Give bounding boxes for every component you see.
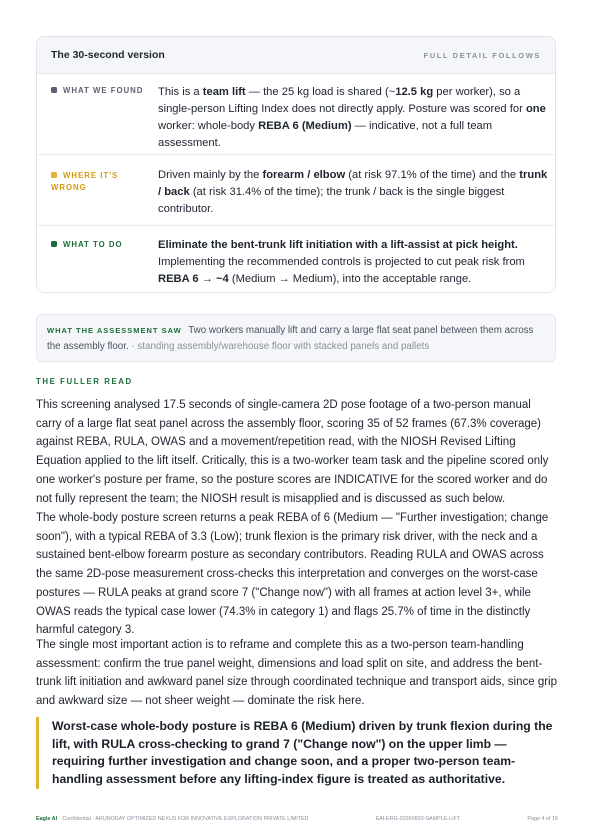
emphasis-text: trunk / back — [158, 169, 548, 198]
paragraph: The whole-body posture screen returns a peak REBA of 6 (Medium — "Further investigation; change soon"), with a typical REBA of 3.3 (Low); trunk flexion is the primary risk driver, with the neck and a sustained bent-elbow forearm posture as secondary contributors. Reading RULA and OWAS across the same 2D-pose measurement cross-checks this interpretation and converges on the worst-case postures — RULA peaks at grand score 7 ("Change now") with all frames at action level 3+, while OWAS reads the typical case lower (74.3% in category 1) and flags 25.7% of time in the distinctly harmful category 3. — [36, 512, 549, 637]
assessment-box — [36, 314, 556, 362]
body-text: per worker), so a single-person Lifting Index does not directly apply. Posture was scored for — [158, 86, 526, 115]
footer-doc-id: EAI-ERG-20260820-SAMPLE-LIFT — [375, 816, 461, 822]
body-text: Implementing the recommended controls is projected to cut peak risk from — [158, 256, 525, 268]
square-bullet-icon — [51, 87, 57, 93]
emphasis-text: 12.5 kg — [395, 86, 434, 98]
divider — [37, 154, 555, 155]
body-text: (Medium → Medium), into the acceptable range. — [228, 273, 472, 285]
square-bullet-icon — [51, 241, 57, 247]
key-finding-callout: Worst-case whole-body posture is REBA 6 (Medium) driven by trunk flexion during the lift, with RULA cross-checking to grand 7 ("Change now") on the upper limb — requiring further investigation and change soon, and a proper two-person team-handling assessment before any lifting-index figure is treated as authoritative. — [36, 717, 556, 789]
row-label-todo: WHAT TO DO — [51, 239, 123, 251]
body-text: — indicative, not a full team assessment. — [158, 120, 493, 149]
section-title: THE FULLER READ — [36, 377, 133, 386]
emphasis-text: REBA 6 → ~4 — [158, 273, 229, 285]
footer-page-number: Page 4 of 16 — [527, 816, 558, 822]
page-footer — [36, 816, 558, 822]
body-text: This is a — [158, 86, 203, 98]
footer-left — [36, 816, 309, 822]
row-label-found: WHAT WE FOUND — [51, 85, 143, 97]
footer-confidential: · Confidential · ARUNODAY OPTIMIZED NEXUS FOR INNOVATIVE EXPLORATION PRIVATE LIMITED — [59, 816, 309, 822]
square-bullet-icon — [51, 172, 57, 178]
assessment-sub: · standing assembly/warehouse floor with stacked panels and pallets — [131, 341, 430, 352]
body-text: — the 25 kg load is shared (~ — [245, 86, 396, 98]
emphasis-text: team lift — [202, 86, 246, 98]
summary-card-header — [37, 37, 555, 74]
paragraph: The single most important action is to reframe and complete this as a two-person team-handling assessment: confirm the true panel weight, dimensions and load split on site, and address the bent-trunk lift initiation and awkward panel size through coordinated technique and transport aids, since grip and awkward size — not sheer weight — dominate the risk here. — [36, 639, 558, 708]
body-text: (at risk 31.4% of the time); the trunk / back is the single biggest contributor. — [158, 186, 505, 215]
body-text: worker: whole-body — [158, 120, 259, 132]
emphasis-text: forearm / elbow — [262, 169, 346, 181]
assessment-label: WHAT THE ASSESSMENT SAW — [47, 326, 182, 335]
emphasis-text: Eliminate the bent-trunk lift initiation with a lift-assist at pick height. — [158, 239, 518, 251]
footer-brand: Eagle AI — [36, 816, 58, 822]
row-label-wrong: WHERE IT'S WRONG — [51, 171, 119, 192]
row-text-found — [158, 84, 548, 152]
emphasis-text: REBA 6 (Medium) — [258, 120, 352, 132]
row-text-todo — [158, 237, 548, 288]
divider — [37, 225, 555, 226]
summary-tag: FULL DETAIL FOLLOWS — [423, 50, 541, 60]
assessment-text: Two workers manually lift and carry a large flat seat panel between them across the assembly floor. — [47, 325, 534, 352]
emphasis-text: one — [525, 103, 546, 115]
body-text: (at risk 97.1% of the time) and the — [345, 169, 520, 181]
row-text-wrong — [158, 167, 548, 218]
paragraph: This screening analysed 17.5 seconds of single-camera 2D pose footage of a two-person manual carry of a large flat seat panel across the assembly floor, scoring 35 of 52 frames (67.3% coverage) against REBA, RULA, OWAS and a movement/repetition read, with the NIOSH Revised Lifting Equation applied to the lift itself. Critically, this is a two-worker team task and the pipeline scored only one worker's posture per frame, so the posture scores are INDICATIVE for the scored worker and do not fully represent the team; the NIOSH result is misapplied and is discussed as such below. — [36, 399, 549, 505]
summary-card — [36, 36, 556, 293]
body-text: Driven mainly by the — [158, 169, 263, 181]
summary-title: The 30-second version — [51, 49, 165, 61]
